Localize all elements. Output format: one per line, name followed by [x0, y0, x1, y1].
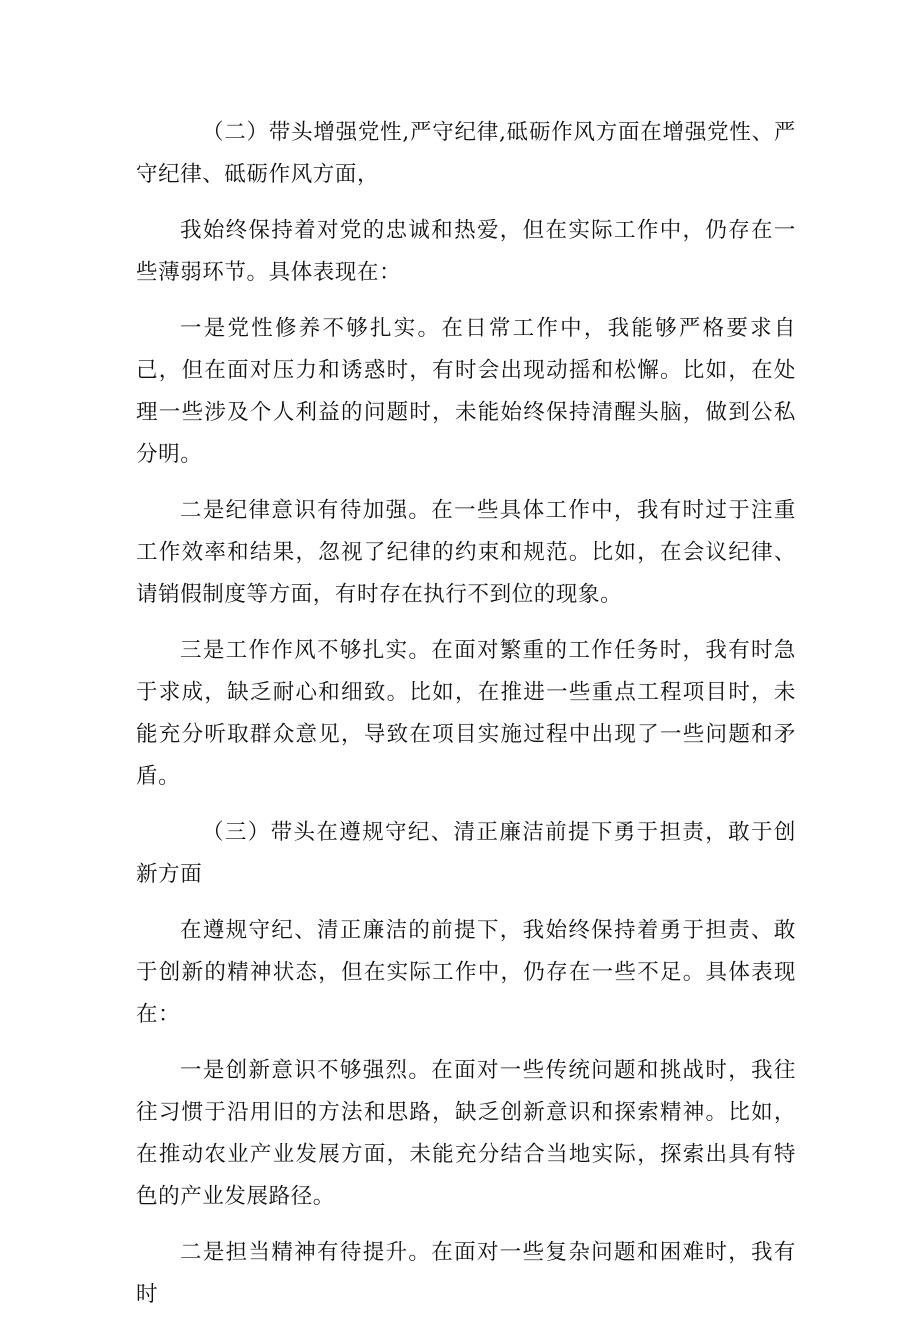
paragraph: 二是纪律意识有待加强。在一些具体工作中，我有时过于注重工作效率和结果，忽视了纪律的约束和规范。比如，在会议纪律、请销假制度等方面，有时存在执行不到位的现象。 [136, 498, 796, 607]
paragraph: 在遵规守纪、清正廉洁的前提下，我始终保持着勇于担责、敢于创新的精神状态，但在实际工作中，仍存在一些不足。具体表现在： [136, 918, 796, 1027]
paragraph: 一是创新意识不够强烈。在面对一些传统问题和挑战时，我往往习惯于沿用旧的方法和思路，缺乏创新意识和探索精神。比如，在推动农业产业发展方面，未能充分结合当地实际，探索出具有特色的产业发展路径。 [136, 1058, 796, 1209]
section-heading-three: （三）带头在遵规守纪、清正廉洁前提下勇于担责，敢于创新方面 [136, 820, 796, 887]
paragraph: 三是工作作风不够扎实。在面对繁重的工作任务时，我有时急于求成，缺乏耐心和细致。比如，在推进一些重点工程项目时，未能充分听取群众意见，导致在项目实施过程中出现了一些问题和矛盾。 [136, 638, 796, 789]
paragraph: 一是党性修养不够扎实。在日常工作中，我能够严格要求自己，但在面对压力和诱惑时，有时会出现动摇和松懈。比如，在处理一些涉及个人利益的问题时，未能始终保持清醒头脑，做到公私分明。 [136, 316, 796, 467]
document-body [136, 112, 796, 1330]
paragraph: 我始终保持着对党的忠诚和热爱，但在实际工作中，仍存在一些薄弱环节。具体表现在： [136, 218, 796, 285]
section-heading-two: （二）带头增强党性,严守纪律,砥砺作风方面在增强党性、严守纪律、砥砺作风方面， [136, 120, 796, 187]
paragraph: 二是担当精神有待提升。在面对一些复杂问题和困难时，我有时 [136, 1240, 796, 1307]
